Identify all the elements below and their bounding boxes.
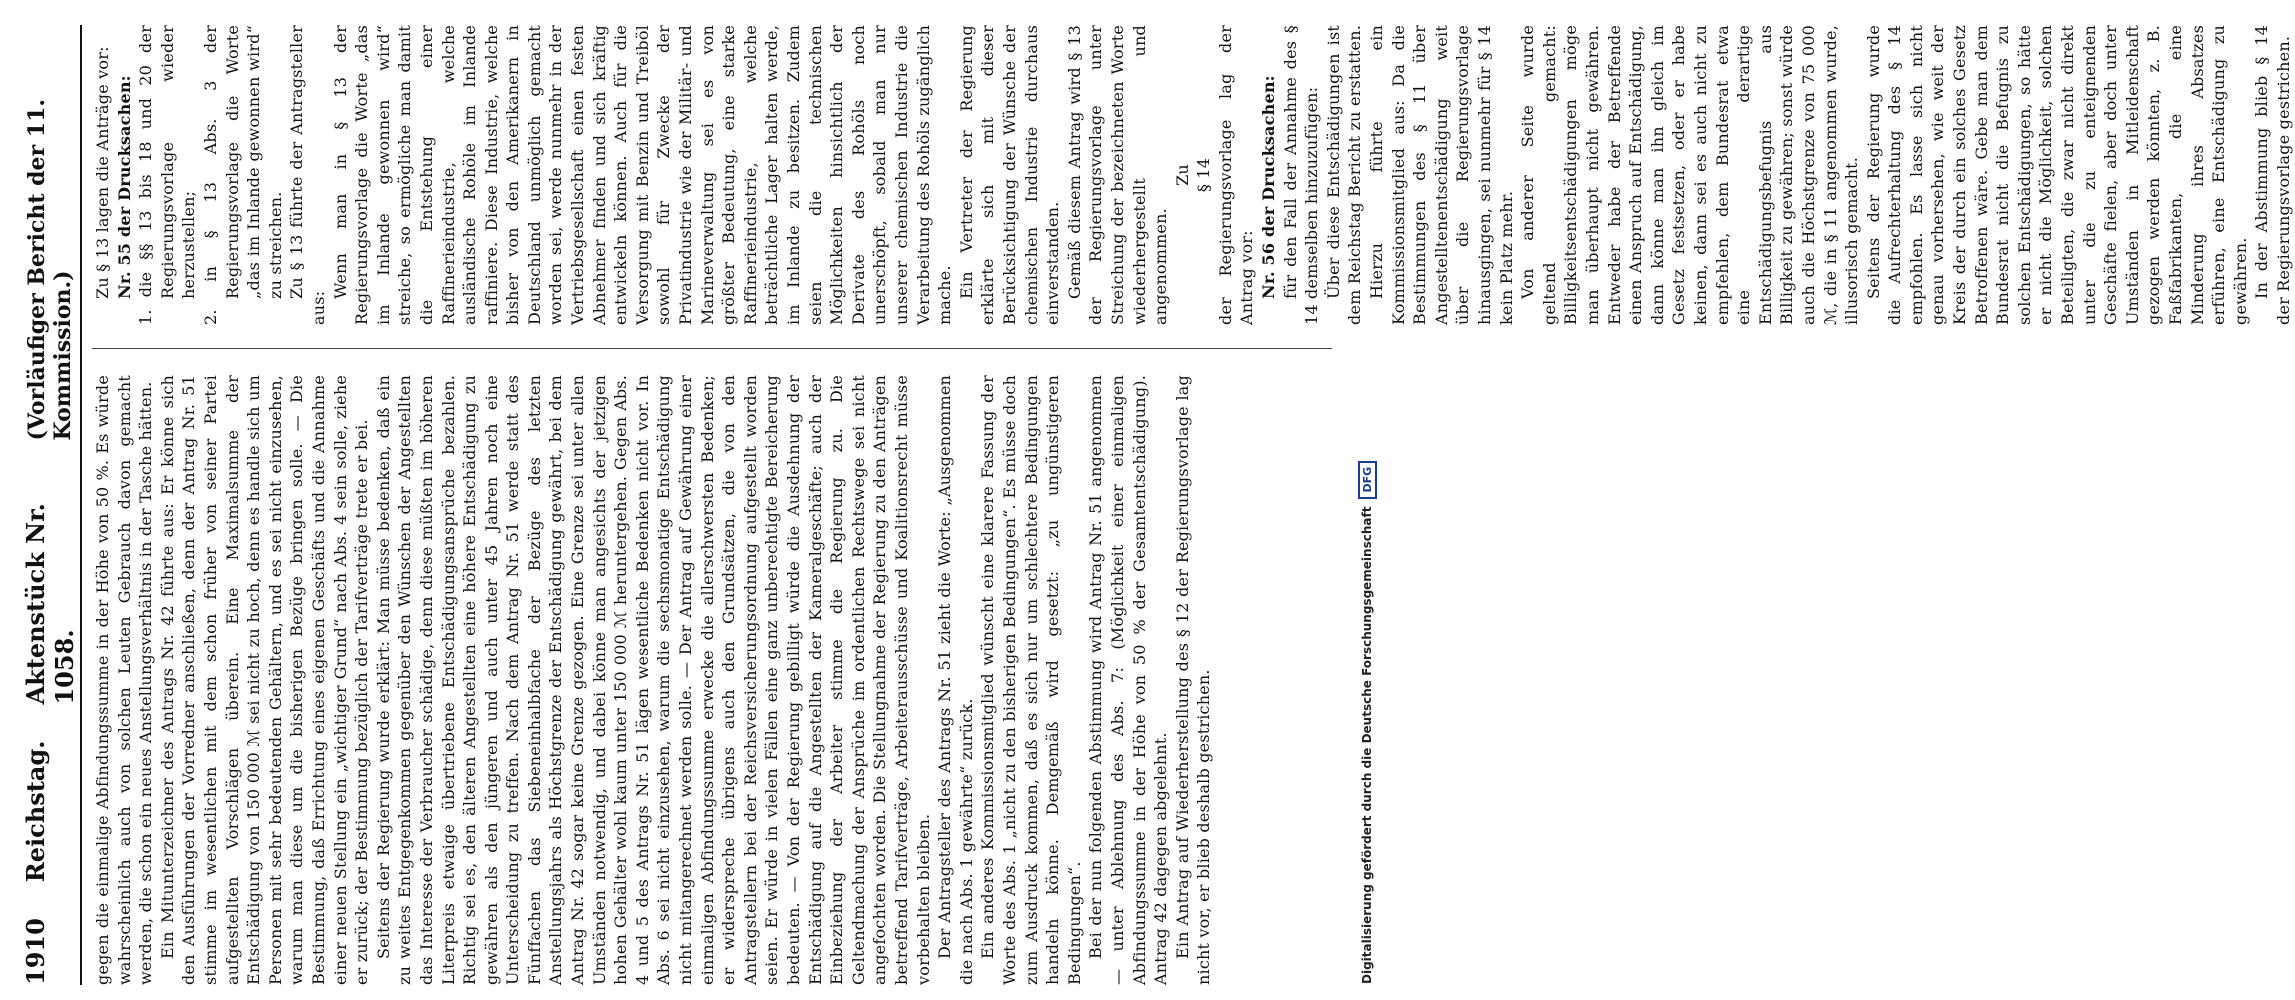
digitization-credit xyxy=(1354,4,1380,984)
paragraph: Ein Mitunterzeichner des Antrags Nr. 42 führte aus: Er könne sich den Ausführungen der Vorredner anschließen, denn der Antrag Nr. 51 stimme im wesentlichen mit dem schon früher von seiner Partei aufgestellten Vorschlägen überein. Eine Maximalsumme der Entschädigung von 150 000 ℳ sei nicht zu hoch, denn es handle sich um Personen mit sehr bedeutenden Gehältern, und es sei nicht einzusehen, warum man diese um die bisherigen Bezüge bringen solle. — Die Bestimmung, daß Errichtung eines eigenen Geschäfts und die Annahme einer neuen Stellung ein „wichtiger Grund“ nach Abs. 4 sein solle, ziehe er zurück; der Bestimmung bezüglich der Tarifverträge trete er bei. xyxy=(157,375,372,985)
column-divider xyxy=(92,348,1332,349)
paragraph: der Regierungsvorlage lag der Antrag vor: xyxy=(1215,25,1257,325)
subheading: Nr. 56 der Drucksachen: xyxy=(1259,75,1279,299)
paragraph: Zu § 13 führte der Antragsteller aus: xyxy=(287,25,328,325)
paragraph: Seitens der Regierung wurde die Aufrechterhaltung des § 14 empfohlen. Es lasse sich nicht genau vorhersehen, wie weit der Kreis der durch ein solches Gesetz Betroffenen wäre. Gebe man dem Bundesrat nicht die Befugnis zu solchen Entschädigungen, so hätte er nicht die Möglichkeit, solchen Beteiligten, die zwar nicht direkt unter die zu enteignenden Geschäfte fielen, aber doch unter Umständen in Mitleidenschaft gezogen werden könnten, z. B. Faßfabrikanten, die eine Minderung ihres Absatzes erführen, eine Entschädigung zu gewähren. xyxy=(1863,25,2250,325)
dfg-logo: DFG xyxy=(1358,461,1377,499)
list-item: 2. in § 13 Abs. 3 der Regierungsvorlage die Worte „das im Inlande gewonnen wird“ zu streichen. xyxy=(200,25,285,325)
header-rule xyxy=(80,25,82,985)
paragraph: Seitens der Regierung wurde erklärt: Man müsse bedenken, daß ein zu weites Entgegenkommen gegenüber den Wünschen der Angestellten das Interesse der Verbraucher schädige, denn diese müßten im höheren Literpreis etwaige übertriebene Entschädigungsansprüche bezahlen. Richtig sei es, den älteren Angestellten eine höhere Entschädigung zu gewähren als den jüngeren und auch unter 45 Jahren noch eine Unterscheidung zu treffen. Nach dem Antrag Nr. 51 werde statt des Fünffachen das Siebeneinhalbfache der Bezüge des letzten Anstellungsjahrs als Höchstgrenze der Entschädigung gewährt, bei dem Antrag Nr. 42 sogar keine Grenze gezogen. Eine Grenze sei unter allen Umständen notwendig, und dabei könne man angesichts der jetzigen hohen Gehälter wohl kaum unter 150 000 ℳ heruntergehen. Gegen Abs. 4 und 5 des Antrags Nr. 51 lägen wesentliche Bedenken nicht vor. In Abs. 6 sei nicht einzusehen, warum die sechsmonatige Entschädigung nicht mitangerechnet werden solle. — Der Antrag auf Gewährung einer einmaligen Abfindungssumme erwecke die allerschwersten Bedenken; er widerspreche übrigens auch den Grundsätzen, die von den Antragstellern bei der Reichsversicherungsordnung aufgestellt worden seien. Er würde in vielen Fällen eine ganz unberechtigte Bereicherung bedeuten. — Von der Regierung gebilligt würde die Ausdehnung der Entschädigung auf die Angestellten der Kameralgeschäfte; auch der Einbeziehung der Arbeiter stimme die Regierung zu. Die Geltendmachung der Ansprüche im ordentlichen Rechtswege sei nicht angefochten worden. Die Stellungnahme der Regierung zu den Anträgen betreffend Tarifverträge, Arbeiterausschüsse und Koalitionsrecht müsse vorbehalten bleiben. xyxy=(373,375,933,985)
document-number: Aktenstück Nr. 1058. xyxy=(21,503,79,705)
left-column xyxy=(92,375,1342,985)
paragraph: für den Fall der Annahme des § 14 demselben hinzuzufügen: xyxy=(1280,25,1322,325)
paragraph: Ein anderes Kommissionsmitglied wünscht eine klarere Fassung der Worte des Abs. 1 „nicht zu den bisherigen Bedingungen“. Es müsse doch zum Ausdruck kommen, daß es sich nur um schlechtere Bedingungen handeln könne. Demgemäß wird gesetzt: „zu ungünstigeren Bedingungen“. xyxy=(978,375,1084,985)
paragraph: Hierzu führte ein Kommissionsmitglied aus: Da die Bestimmungen des § 11 über Angestelltenentschädigung weit über die Regierungsvorlage hinausgingen, sei nunmehr für § 14 kein Platz mehr. xyxy=(1367,25,1516,325)
paragraph: gegen die einmalige Abfindungssumme in der Höhe von 50 %. Es würde wahrscheinlich auch von solchen Leuten Gebrauch davon gemacht werden, die schon ein neues Anstellungsverhältnis in der Tasche hätten. xyxy=(93,375,156,985)
paragraph: In der Abstimmung blieb § 14 der Regierungsvorlage gestrichen. xyxy=(2252,25,2293,325)
paragraph: Gemäß diesem Antrag wird § 13 der Regierungsvorlage unter Streichung der bezeichneten Worte wiederhergestellt und angenommen. xyxy=(1064,25,1171,325)
credit-text: Digitalisierung gefördert durch die Deutsche Forschungsgemeinschaft xyxy=(1360,506,1374,984)
chamber-title: Reichstag. xyxy=(21,740,50,883)
report-title: (Vorläufiger Bericht der 11. Kommission.) xyxy=(24,98,76,441)
right-column xyxy=(92,25,2293,325)
paragraph: Bei der nun folgenden Abstimmung wird Antrag Nr. 51 angenommen — unter Ablehnung des Abs. 7: (Möglichkeit einer einmaligen Abfindungssumme in der Höhe von 50 % der Gesamtentschädigung). Antrag 42 dagegen abgelehnt. xyxy=(1086,375,1171,985)
subheading: Nr. 55 der Drucksachen: xyxy=(114,75,134,299)
paragraph: Ein Antrag auf Wiederherstellung des § 12 der Regierungsvorlage lag nicht vor, er blieb deshalb gestrichen. xyxy=(1172,375,1214,985)
paragraph: Über diese Entschädigungen ist dem Reichstag Bericht zu erstatten. xyxy=(1323,25,1365,325)
paragraph: Wenn man in § 13 der Regierungsvorlage die Worte „das im Inlande gewonnen wird“ streiche, so ermögliche man damit die Entstehung einer Raffinerieindustrie, welche ausländische Rohöle im Inlande raffiniere. Diese Industrie, welche bisher von den Amerikanern in Deutschland unmöglich gemacht worden sei, werde nunmehr in der Vertriebsgesellschaft einen festen Abnehmer finden und sich kräftig entwickeln können. Auch für die Versorgung mit Benzin und Treiböl sowohl für Zwecke der Privatindustrie wie der Militär- und Marineverwaltung sei es von größter Bedeutung, eine starke Raffinerieindustrie, welche beträchtliche Lager halten werde, im Inlande zu besitzen. Zudem seien die technischen Möglichkeiten hinsichtlich der Derivate des Rohöls noch unerschöpft, sobald man nur unserer chemischen Industrie die Verarbeitung des Rohöls zugänglich mache. xyxy=(330,25,955,325)
paragraph: Zu § 13 lagen die Anträge vor: xyxy=(93,46,112,299)
section-heading: § 14 xyxy=(1194,157,1214,193)
page-year: 1910 xyxy=(21,918,50,985)
paragraph: Der Antragsteller des Antrags Nr. 51 zieht die Worte: „Ausgenommen die nach Abs. 1 gewährte“ zurück. xyxy=(935,375,976,985)
paragraph: Ein Vertreter der Regierung erklärte sich mit dieser Berücksichtigung der Wünsche der chemischen Industrie durchaus einverstanden. xyxy=(956,25,1063,325)
list-item: 1. die §§ 13 bis 18 und 20 der Regierungsvorlage wieder herzustellen; xyxy=(136,25,199,325)
page-header xyxy=(20,25,80,985)
section-intro: Zu xyxy=(1172,164,1192,186)
paragraph: Von anderer Seite wurde geltend gemacht: Billigkeitsentschädigungen möge man überhaupt nicht gewähren. Entweder habe der Betreffende einen Anspruch auf Entschädigung, dann könne man ihn gleich im Gesetz festsetzen, oder er habe keinen, dann sei es auch nicht zu empfehlen, dem Bundesrat etwa eine derartige Entschädigungsbefugnis aus Billigkeit zu gewähren; sonst würde auch die Höchstgrenze von 75 000 ℳ, die in § 11 angenommen wurde, illusorisch gemacht. xyxy=(1518,25,1862,325)
